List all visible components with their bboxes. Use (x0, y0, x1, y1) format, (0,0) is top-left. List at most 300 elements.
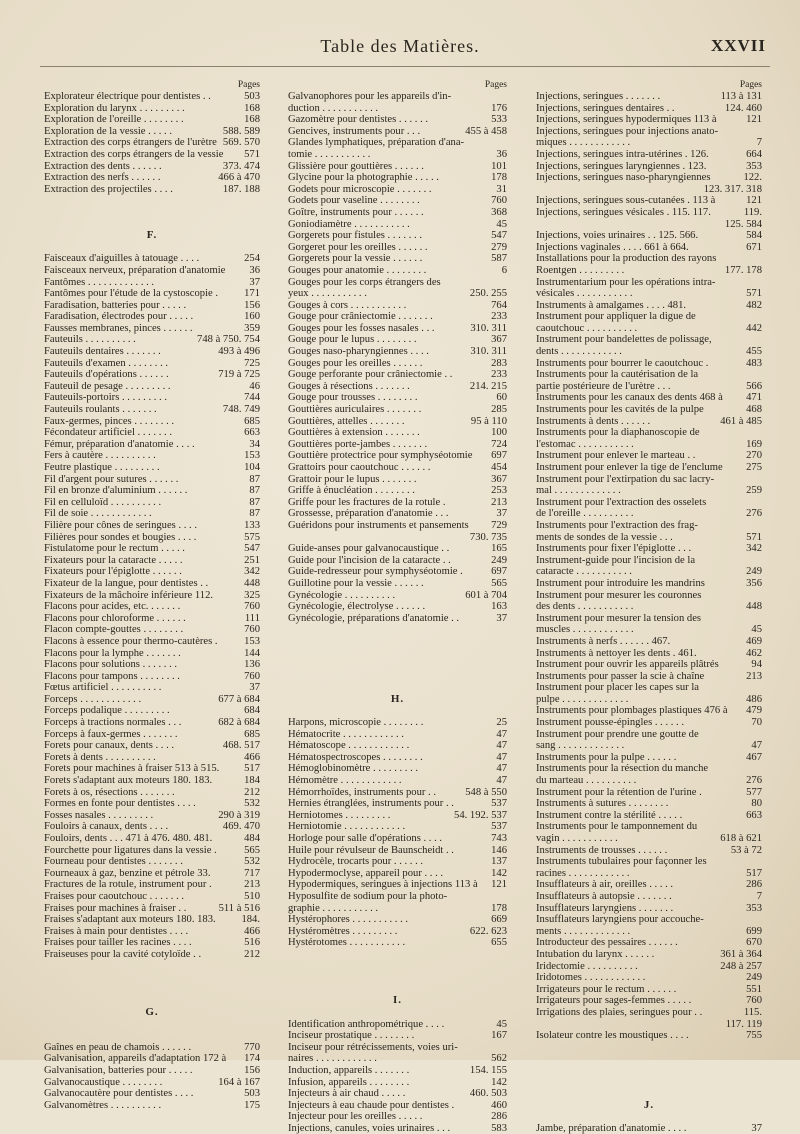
index-entry (536, 879, 762, 891)
entry-term: Injections, seringues dentaires . . (536, 102, 675, 114)
entry-pages: 94 (751, 659, 762, 671)
index-entry (288, 184, 507, 196)
entry-term: Instruments pour passer la scie à chaîne (536, 670, 705, 682)
entry-pages: 547 (491, 230, 507, 242)
entry-term: Instruments à dents . . . . . . (536, 415, 651, 427)
index-entry (536, 369, 762, 381)
entry-pages: 310. 311 (470, 322, 507, 334)
section-spacer (288, 624, 507, 694)
entry-pages: 119. (743, 206, 762, 218)
index-entry (536, 161, 762, 173)
entry-pages: 755 (746, 1030, 762, 1042)
entry-pages: 760 (244, 601, 260, 613)
index-entry (44, 717, 260, 729)
entry-term: Feutre plastique . . . . . . . . . (44, 462, 160, 474)
entry-pages: 325 (244, 589, 260, 601)
entry-term: sang . . . . . . . . . . . . . (536, 740, 625, 752)
entry-term: Gouge pour trousses . . . . . . . . (288, 392, 418, 404)
entry-term: Injections, seringues hypodermiques 113 à (536, 114, 717, 126)
entry-pages: 469. 470 (222, 821, 260, 833)
entry-pages: 250. 255 (469, 288, 507, 300)
index-entry (44, 682, 260, 694)
index-entry (44, 903, 260, 915)
index-entry (288, 346, 507, 358)
index-entry (536, 856, 762, 868)
index-entry (536, 346, 762, 358)
entry-term: Forceps . . . . . . . . . . . . (44, 693, 142, 705)
entry-term: Inciseur pour rétrécissements, voies uri- (288, 1041, 458, 1053)
index-entry (536, 103, 762, 115)
entry-pages: 669 (491, 914, 507, 926)
entry-term: Forets à os, résections . . . . . . . (44, 786, 175, 798)
entry-term: Galvanophores pour les appareils d'in- (288, 91, 452, 102)
index-entry (536, 752, 762, 764)
index-entry (44, 300, 260, 312)
index-entry (288, 787, 507, 799)
entry-term: Grossesse, préparation d'anatomie . . . (288, 508, 449, 520)
index-entry (44, 543, 260, 555)
entry-term: Instruments pour la pulpe . . . . . . (536, 751, 677, 763)
entry-term: Fémur, préparation d'anatomie . . . . (44, 438, 195, 450)
index-entry (44, 427, 260, 439)
entry-pages: 618 à 621 (720, 833, 762, 844)
entry-term: Gorgerets pour la vessie . . . . . . (288, 253, 423, 265)
index-entry (44, 590, 260, 602)
entry-term: Instrumentarium pour les opérations intra- (536, 276, 716, 288)
index-entry (288, 149, 507, 161)
section-spacer (44, 961, 260, 1007)
entry-term: Fraiseuses pour la cavité cotyloïde . . (44, 948, 202, 960)
entry-term: Injecteur pour les oreilles . . . . . (288, 1111, 423, 1123)
entry-term: Guéridons pour instruments et pansements (288, 519, 469, 531)
entry-pages: 80 (751, 798, 762, 810)
entry-pages: 285 (491, 404, 507, 416)
index-entry (44, 926, 260, 938)
entry-term: Filière pour cônes de seringues . . . . (44, 519, 197, 531)
entry-pages: 468. 517 (222, 740, 260, 752)
entry-term: Goniodiamètre . . . . . . . . . . . (288, 218, 410, 230)
entry-term: cataracte . . . . . . . . . . . (536, 566, 632, 578)
entry-pages: 448 (746, 601, 762, 613)
entry-pages: 685 (244, 728, 260, 740)
entry-pages: 677 à 684 (218, 693, 260, 705)
index-entry (536, 334, 762, 346)
index-entry (536, 195, 762, 207)
entry-pages: 462 (746, 647, 762, 659)
index-entry (536, 705, 762, 717)
entry-pages: 121 (746, 195, 762, 207)
entry-pages: 87 (249, 496, 260, 508)
entry-pages: 54. 192. 537 (454, 809, 507, 821)
index-entry (288, 810, 507, 822)
index-entry (288, 381, 507, 393)
index-entry (536, 671, 762, 683)
entry-term: Gazomètre pour dentistes . . . . . . (288, 114, 429, 126)
index-entry (44, 149, 260, 161)
section-spacer (536, 1042, 762, 1100)
entry-term: Hydrocèle, trocarts pour . . . . . . (288, 856, 424, 868)
entry-term: duction . . . . . . . . . . . (288, 102, 379, 114)
index-entry (536, 984, 762, 996)
entry-term: Hématoscope . . . . . . . . . . . . (288, 740, 410, 752)
entry-term: Instruments à nerfs . . . . . . 467. (536, 635, 671, 647)
entry-term: Gouges à cors . . . . . . . . . . . (288, 299, 407, 311)
entry-term: Instruments pour bourrer le caoutchouc . (536, 357, 709, 369)
section-letter: G. (145, 1005, 159, 1018)
entry-pages: 532 (244, 856, 260, 868)
index-entry (288, 334, 507, 346)
index-entry (288, 601, 507, 613)
entry-pages: 286 (491, 1111, 507, 1123)
entry-pages: 493 à 496 (218, 346, 260, 358)
entry-term: pulpe . . . . . . . . . . . . . (536, 693, 629, 705)
index-entry (536, 740, 762, 752)
entry-pages: 36 (496, 148, 507, 160)
entry-pages: 286 (746, 879, 762, 891)
entry-term: Instrument pour enlever le marteau . . (536, 450, 696, 462)
entry-pages: 45 (496, 218, 507, 230)
entry-term: Instrument contre la stérilité . . . . . (536, 809, 683, 821)
index-entry (288, 879, 507, 891)
entry-pages: 697 (491, 566, 507, 578)
entry-term: Gouges à résections . . . . . . . (288, 380, 410, 392)
index-entry (536, 1019, 762, 1031)
entry-pages: 730. 735 (469, 531, 507, 543)
entry-pages: 466 (244, 751, 260, 763)
entry-term: Fauteuils dentaires . . . . . . . (44, 346, 161, 358)
entry-term: naires . . . . . . . . . . . . (288, 1053, 377, 1065)
index-entry (288, 369, 507, 381)
entry-pages: 233 (491, 369, 507, 381)
entry-pages: 34 (249, 438, 260, 450)
index-entry (536, 903, 762, 915)
entry-term: Faisceaux d'aiguilles à tatouage . . . . (44, 253, 200, 265)
index-entry (536, 949, 762, 961)
entry-term: Fil de soie . . . . . . . . . . . . (44, 508, 152, 520)
index-entry (288, 497, 507, 509)
entry-term: Hématospectroscopes . . . . . . . . (288, 751, 423, 763)
index-entry (44, 705, 260, 717)
entry-term: partie postérieure de l'urètre . . . (536, 380, 671, 392)
entry-term: Extraction des corps étrangers de l'urètre (44, 137, 217, 149)
entry-pages: 511 à 516 (218, 902, 260, 914)
entry-term: Gouttières porte-jambes . . . . . . . (288, 438, 428, 450)
index-entry (288, 242, 507, 254)
index-entry (288, 91, 507, 103)
index-entry (536, 543, 762, 555)
index-entry (44, 450, 260, 462)
entry-term: Hypodermoclyse, appareil pour . . . . (288, 867, 444, 879)
index-entry (288, 161, 507, 173)
index-entry (44, 659, 260, 671)
entry-term: Instruments de trousses . . . . . . (536, 844, 668, 856)
index-entry (536, 1007, 762, 1019)
entry-pages: 724 (491, 438, 507, 450)
entry-term: Gorgeret pour les oreilles . . . . . . (288, 241, 428, 253)
entry-term: Fixateur de la langue, pour dentistes . . (44, 577, 209, 589)
entry-term: Instruments pour la cautérisation de la (536, 369, 699, 381)
entry-term: Godets pour microscopie . . . . . . . (288, 183, 432, 195)
entry-term: Gynécologie, électrolyse . . . . . . (288, 601, 426, 613)
index-entry (44, 474, 260, 486)
entry-term: Glandes lymphatiques, préparation d'ana- (288, 137, 465, 149)
index-entry (44, 879, 260, 891)
entry-term: Injections, seringues naso-pharyngiennes (536, 172, 711, 184)
index-entry (536, 184, 762, 196)
entry-term: Fraises s'adaptant aux moteurs 180. 183. (44, 914, 216, 926)
entry-pages: 160 (244, 311, 260, 323)
entry-pages: 697 (491, 450, 507, 462)
entry-term: Forets à dents . . . . . . . . . . (44, 751, 156, 763)
index-entry (44, 346, 260, 358)
entry-term: Hystérophores . . . . . . . . . . . (288, 914, 409, 926)
entry-pages: 214. 215 (469, 380, 507, 392)
index-entry (44, 126, 260, 138)
entry-pages: 575 (244, 531, 260, 543)
entry-term: Galvanisation, batteries pour . . . . . (44, 1064, 193, 1076)
entry-pages: 47 (496, 763, 507, 775)
index-entry (536, 219, 762, 231)
index-entry (288, 821, 507, 833)
index-entry (288, 555, 507, 567)
index-entry (288, 416, 507, 428)
entry-term: Instruments pour l'extraction des frag- (536, 519, 698, 531)
entry-term: Instruments pour plombages plastiques 476 à (536, 705, 728, 717)
entry-pages: 279 (491, 241, 507, 253)
index-entry (44, 798, 260, 810)
entry-term: miques . . . . . . . . . . . . (536, 137, 631, 149)
entry-term: Injections, seringues laryngiennes . 123. (536, 160, 707, 172)
entry-term: Injecteurs à eau chaude pour dentistes . (288, 1099, 455, 1111)
entry-term: Forceps à faux-germes . . . . . . . (44, 728, 178, 740)
entry-term: Extraction des nerfs . . . . . . (44, 172, 161, 184)
index-entry (536, 937, 762, 949)
index-entry (44, 636, 260, 648)
index-entry (288, 740, 507, 752)
entry-pages: 367 (491, 473, 507, 485)
entry-pages: 7 (756, 890, 762, 902)
entry-pages: 571 (746, 288, 762, 300)
entry-pages: 111 (244, 612, 260, 624)
entry-term: Flacons à essence pour thermo-cautères . (44, 635, 218, 647)
entry-pages: 468 (746, 404, 762, 416)
entry-pages: 588. 589 (222, 125, 260, 137)
index-entry (536, 787, 762, 799)
pages-label: Pages (739, 80, 762, 90)
index-entry (44, 856, 260, 868)
index-entry (44, 277, 260, 289)
index-entry (288, 300, 507, 312)
index-entry (288, 520, 507, 532)
entry-pages: 482 (746, 299, 762, 311)
index-entry (288, 868, 507, 880)
entry-term: Galvanisation, appareils d'adaptation 172 à (44, 1053, 227, 1065)
entry-term: Fourneau pour dentistes . . . . . . . (44, 856, 183, 868)
entry-term: Irrigateurs pour le rectum . . . . . . (536, 983, 677, 995)
entry-term: Instruments pour la résection du manche (536, 763, 709, 775)
index-entry (44, 624, 260, 636)
entry-pages: 213 (244, 879, 260, 891)
index-entry (288, 323, 507, 335)
entry-term: Iridectomie . . . . . . . . . . (536, 960, 638, 972)
index-entry (44, 810, 260, 822)
index-entry (44, 845, 260, 857)
entry-pages: 717 (244, 867, 260, 879)
index-entry (44, 253, 260, 265)
entry-pages: 685 (244, 415, 260, 427)
entry-pages: 367 (491, 334, 507, 346)
entry-pages: 168 (244, 114, 260, 126)
entry-term: Flacons pour la lymphe . . . . . . . (44, 647, 181, 659)
index-entry (288, 937, 507, 949)
entry-term: Faradisation, batteries pour . . . . . (44, 299, 187, 311)
entry-term: Formes en fonte pour dentistes . . . . (44, 798, 196, 810)
index-entry (536, 926, 762, 938)
index-entry (288, 1123, 507, 1134)
section-spacer (288, 706, 507, 718)
entry-pages: 154. 155 (469, 1064, 507, 1076)
entry-term: Fosses nasales . . . . . . . . . (44, 809, 154, 821)
entry-pages: 373. 474 (222, 160, 260, 172)
entry-term: du marteau . . . . . . . . . . (536, 775, 637, 787)
index-entry (536, 520, 762, 532)
section-spacer (288, 1007, 507, 1019)
entry-term: Injections, seringues intra-utérines . 126. (536, 148, 709, 160)
entry-term: Forceps à tractions normales . . . (44, 717, 182, 729)
entry-pages: 37 (249, 682, 260, 694)
entry-term: Instruments à amalgames . . . . 481. (536, 299, 687, 311)
entry-term: Flacons pour tampons . . . . . . . . (44, 670, 180, 682)
entry-term: Identification anthropométrique . . . . (288, 1018, 445, 1030)
index-entry (536, 729, 762, 741)
index-entry (44, 184, 260, 196)
index-entry (44, 1042, 260, 1054)
entry-term: Gouttières à extension . . . . . . . (288, 427, 420, 439)
entry-pages: 503 (244, 91, 260, 102)
entry-term: Irrigations des plaies, seringues pour . . (536, 1006, 703, 1018)
entry-term: Instruments pour la diaphanoscopie de (536, 427, 700, 439)
entry-term: Insufflateurs à autopsie . . . . . . . (536, 890, 672, 902)
index-entry (44, 311, 260, 323)
index-entry (288, 1088, 507, 1100)
index-entry (536, 416, 762, 428)
index-entry (536, 172, 762, 184)
entry-term: Fil en bronze d'aluminium . . . . . . (44, 485, 188, 497)
entry-pages: 169 (746, 438, 762, 450)
entry-term: Injections, seringues sous-cutanées . 113 à (536, 195, 716, 207)
entry-pages: 95 à 110 (470, 415, 507, 427)
index-entry (44, 161, 260, 173)
index-entry (536, 775, 762, 787)
entry-pages: 165 (491, 543, 507, 555)
index-entry (44, 566, 260, 578)
index-entry (536, 439, 762, 451)
entry-term: Fauteuils-portoirs . . . . . . . . . (44, 392, 167, 404)
entry-pages: 117. 119 (725, 1018, 762, 1030)
entry-term: de l'oreille . . . . . . . . . . (536, 508, 634, 520)
entry-pages: 121 (746, 114, 762, 126)
index-entry (288, 277, 507, 289)
index-entry (44, 1065, 260, 1077)
header-divider (40, 66, 770, 67)
entry-term: Instrument pour ouvrir les appareils plâtrés (536, 659, 719, 671)
entry-pages: 276 (746, 508, 762, 520)
entry-term: Injections, seringues vésicales . 115. 117. (536, 206, 711, 218)
entry-term: Gouge pour crâniectomie . . . . . . . (288, 311, 433, 323)
index-entry (44, 1053, 260, 1065)
entry-term: mal . . . . . . . . . . . . . (536, 485, 621, 497)
index-entry (288, 566, 507, 578)
pages-label: Pages (484, 80, 507, 90)
entry-pages: 100 (491, 427, 507, 439)
entry-pages: 587 (491, 253, 507, 265)
entry-term: Hystérotomes . . . . . . . . . . . (288, 937, 406, 949)
entry-pages: 532 (244, 798, 260, 810)
entry-pages: 353 (746, 902, 762, 914)
section-spacer (536, 1111, 762, 1123)
entry-term: Isolateur contre les moustiques . . . . (536, 1030, 689, 1042)
index-entry (536, 149, 762, 161)
entry-term: Horloge pour salle d'opérations . . . . (288, 833, 443, 845)
index-entry (44, 172, 260, 184)
index-column-3 (536, 80, 762, 1134)
entry-pages: 275 (746, 462, 762, 473)
entry-term: Instrument pour la rétention de l'urine . (536, 786, 702, 798)
entry-term: Fourneaux à gaz, benzine et pétrole 33. (44, 867, 211, 879)
entry-term: Installations pour la production des rayons (536, 253, 717, 265)
entry-pages: 682 à 684 (218, 717, 260, 729)
entry-term: ments . . . . . . . . . . . . . (536, 925, 631, 937)
entry-term: graphie . . . . . . . . . . . (288, 902, 379, 914)
index-entry (536, 300, 762, 312)
entry-pages: 729 (491, 519, 507, 531)
entry-pages: 47 (751, 740, 762, 752)
index-entry (44, 729, 260, 741)
index-entry (288, 508, 507, 520)
entry-term: Fauteuils roulants . . . . . . . (44, 404, 157, 416)
entry-pages: 104 (244, 462, 260, 474)
index-entry (536, 995, 762, 1007)
entry-term: muscles . . . . . . . . . . . . (536, 624, 634, 636)
entry-term: Instrument-guide pour l'incision de la (536, 554, 696, 566)
entry-term: Flacons pour solutions . . . . . . . (44, 659, 178, 671)
entry-term: Fauteuils d'examen . . . . . . . . (44, 357, 169, 369)
entry-pages: 562 (491, 1053, 507, 1065)
index-entry (288, 462, 507, 474)
index-entry (288, 137, 507, 149)
entry-term: Insufflateurs à air, oreilles . . . . . (536, 879, 674, 891)
index-entry (44, 775, 260, 787)
index-entry (288, 311, 507, 323)
index-entry (288, 439, 507, 451)
index-entry (288, 253, 507, 265)
entry-term: Griffe pour les fractures de la rotule . (288, 496, 446, 508)
index-entry (44, 648, 260, 660)
index-entry (288, 1053, 507, 1065)
entry-term: Faisceaux nerveux, préparation d'anatomie (44, 264, 226, 276)
entry-term: Flacons pour acides, etc. . . . . . . (44, 601, 181, 613)
entry-term: Introducteur des pessaires . . . . . . (536, 937, 678, 949)
index-entry (44, 1088, 260, 1100)
entry-pages: 356 (746, 577, 762, 589)
entry-pages: 748. 749 (222, 404, 260, 416)
entry-term: Forceps podalique . . . . . . . . . (44, 705, 170, 717)
entry-pages: 253 (491, 485, 507, 497)
entry-term: Infusion, appareils . . . . . . . . (288, 1076, 410, 1088)
entry-pages: 177. 178 (724, 264, 762, 276)
index-entry (288, 590, 507, 602)
index-entry (536, 265, 762, 277)
